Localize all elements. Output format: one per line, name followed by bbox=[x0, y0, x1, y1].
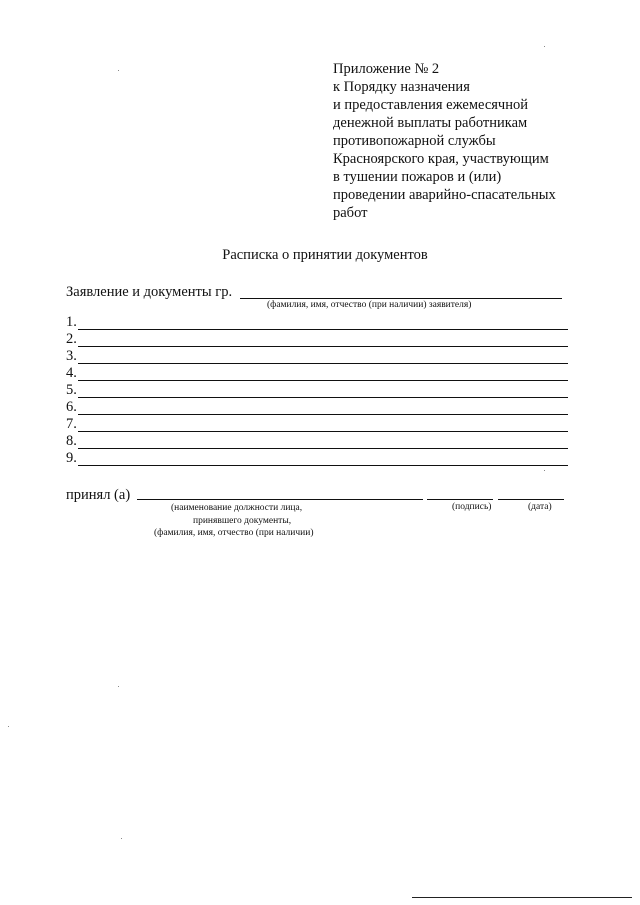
document-row-number: 2. bbox=[66, 331, 77, 347]
scan-speck bbox=[544, 46, 545, 47]
document-title: Расписка о принятии документов bbox=[222, 247, 428, 263]
appendix-line: противопожарной службы bbox=[333, 133, 496, 149]
appendix-line: работ bbox=[333, 205, 368, 221]
date-hint: (дата) bbox=[528, 502, 552, 512]
scan-speck bbox=[8, 726, 9, 727]
appendix-line: к Порядку назначения bbox=[333, 79, 470, 95]
document-row-field[interactable] bbox=[78, 363, 568, 364]
document-row bbox=[66, 314, 568, 331]
scan-edge-line bbox=[412, 897, 632, 898]
appendix-line: денежной выплаты работникам bbox=[333, 115, 528, 131]
appendix-line: Приложение № 2 bbox=[333, 61, 440, 77]
document-row bbox=[66, 399, 568, 416]
position-hint: (наименование должности лица, bbox=[171, 503, 303, 513]
document-row-field[interactable] bbox=[78, 431, 568, 432]
document-row-number: 4. bbox=[66, 365, 77, 381]
date-field[interactable] bbox=[498, 499, 564, 500]
applicant-hint: (фамилия, имя, отчество (при наличии) заявителя) bbox=[267, 300, 472, 310]
document-row-number: 6. bbox=[66, 399, 77, 415]
document-row bbox=[66, 331, 568, 348]
document-row-field[interactable] bbox=[78, 380, 568, 381]
scan-speck bbox=[118, 70, 119, 71]
document-row bbox=[66, 382, 568, 399]
appendix-line: и предоставления ежемесячной bbox=[333, 97, 528, 113]
document-row-field[interactable] bbox=[78, 346, 568, 347]
position-hint: принявшего документы, bbox=[193, 516, 292, 526]
document-row-field[interactable] bbox=[78, 329, 568, 330]
document-row-number: 5. bbox=[66, 382, 77, 398]
accepted-by-name-field[interactable] bbox=[137, 499, 423, 500]
scan-speck bbox=[544, 470, 545, 471]
document-row-field[interactable] bbox=[78, 397, 568, 398]
position-hint: (фамилия, имя, отчество (при наличии) bbox=[154, 528, 314, 538]
document-row-number: 9. bbox=[66, 450, 77, 466]
document-row-field[interactable] bbox=[78, 414, 568, 415]
signature-hint: (подпись) bbox=[452, 502, 492, 512]
document-row-number: 1. bbox=[66, 314, 77, 330]
document-row bbox=[66, 365, 568, 382]
appendix-line: Красноярского края, участвующим bbox=[333, 151, 549, 167]
document-row-number: 3. bbox=[66, 348, 77, 364]
appendix-header bbox=[333, 60, 633, 222]
document-row bbox=[66, 450, 568, 467]
document-row bbox=[66, 433, 568, 450]
accepted-by-label: принял (а) bbox=[66, 487, 131, 503]
scan-speck bbox=[121, 838, 122, 839]
scan-speck bbox=[118, 686, 119, 687]
document-row bbox=[66, 416, 568, 433]
document-row-field[interactable] bbox=[78, 448, 568, 449]
signature-field[interactable] bbox=[427, 499, 493, 500]
document-row-number: 7. bbox=[66, 416, 77, 432]
appendix-line: проведении аварийно-спасательных bbox=[333, 187, 556, 203]
applicant-name-field[interactable] bbox=[240, 298, 562, 299]
applicant-label: Заявление и документы гр. bbox=[66, 284, 233, 300]
document-row bbox=[66, 348, 568, 365]
document-row-number: 8. bbox=[66, 433, 77, 449]
appendix-line: в тушении пожаров и (или) bbox=[333, 169, 502, 185]
document-row-field[interactable] bbox=[78, 465, 568, 466]
